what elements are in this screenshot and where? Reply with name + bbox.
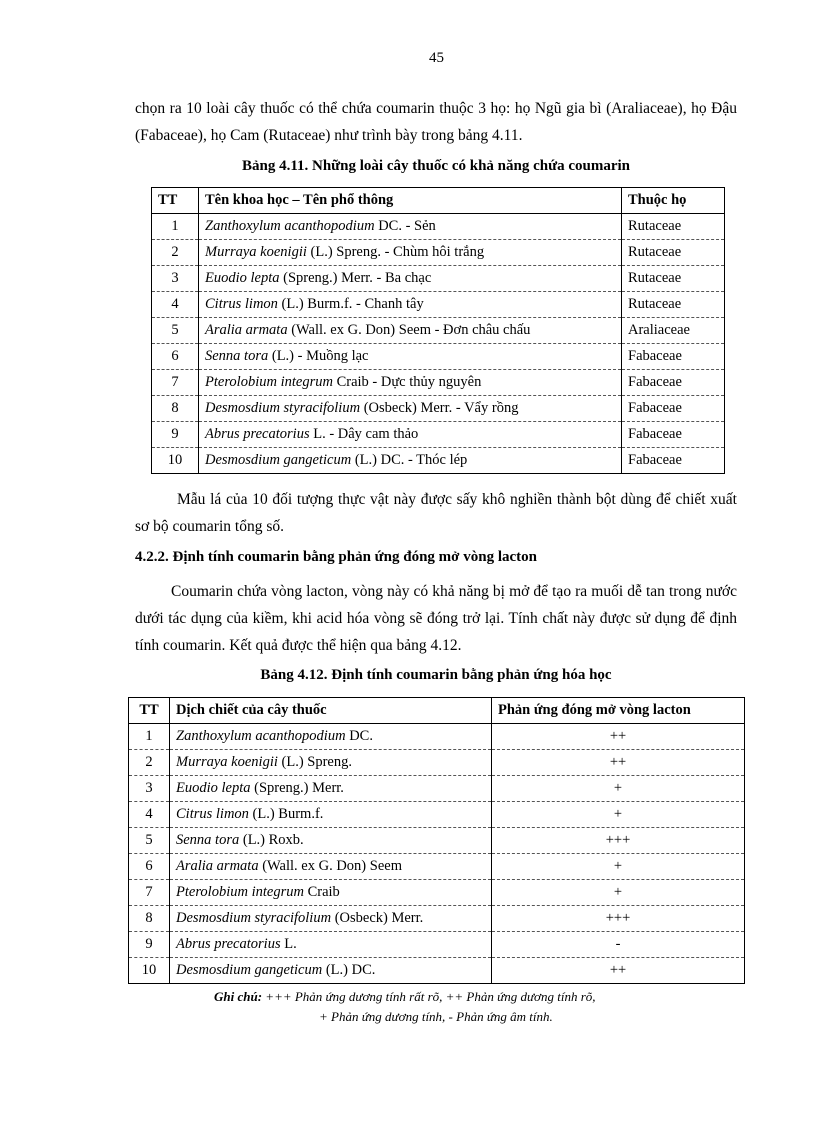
cell-family: Fabaceae — [622, 344, 725, 370]
cell-name: Zanthoxylum acanthopodium DC. - Sẻn — [199, 214, 622, 240]
table-4-12 — [128, 697, 745, 984]
table-row — [152, 214, 725, 240]
table-4-12-caption: Bảng 4.12. Định tính coumarin bằng phản ứng hóa học — [260, 667, 612, 683]
col-header-tt: TT — [129, 698, 170, 724]
table-row — [152, 396, 725, 422]
cell-name: Desmosdium styracifolium (Osbeck) Merr. - Vẩy rồng — [199, 396, 622, 422]
cell-tt: 3 — [129, 776, 170, 802]
cell-tt: 9 — [129, 932, 170, 958]
cell-tt: 4 — [152, 292, 199, 318]
cell-tt: 9 — [152, 422, 199, 448]
cell-name: Aralia armata (Wall. ex G. Don) Seem - Đơn châu chấu — [199, 318, 622, 344]
cell-name: Citrus limon (L.) Burm.f. - Chanh tây — [199, 292, 622, 318]
cell-tt: 10 — [152, 448, 199, 474]
cell-family: Fabaceae — [622, 448, 725, 474]
cell-tt: 7 — [129, 880, 170, 906]
cell-tt: 4 — [129, 802, 170, 828]
col-header-reaction: Phản ứng đóng mở vòng lacton — [492, 698, 745, 724]
table-row — [129, 854, 745, 880]
table-row — [152, 240, 725, 266]
cell-tt: 3 — [152, 266, 199, 292]
table-4-11 — [151, 187, 725, 474]
table-row — [129, 750, 745, 776]
table-row — [152, 448, 725, 474]
cell-family: Rutaceae — [622, 214, 725, 240]
cell-tt: 5 — [152, 318, 199, 344]
cell-family: Rutaceae — [622, 292, 725, 318]
cell-result: - — [492, 932, 745, 958]
col-header-scientific-name: Tên khoa học – Tên phổ thông — [199, 188, 622, 214]
cell-result: + — [492, 802, 745, 828]
table-row — [152, 266, 725, 292]
cell-result: ++ — [492, 724, 745, 750]
cell-name: Euodio lepta (Spreng.) Merr. — [170, 776, 492, 802]
cell-family: Araliaceae — [622, 318, 725, 344]
note-line-1: +++ Phản ứng dương tính rất rõ, ++ Phản ứng dương tính rõ, — [265, 989, 596, 1004]
note-label: Ghi chú: — [214, 989, 263, 1004]
table-row — [129, 880, 745, 906]
cell-tt: 1 — [129, 724, 170, 750]
cell-family: Fabaceae — [622, 396, 725, 422]
table-row — [129, 906, 745, 932]
table-row — [152, 344, 725, 370]
cell-name: Desmosdium gangeticum (L.) DC. — [170, 958, 492, 984]
cell-result: + — [492, 854, 745, 880]
cell-name: Citrus limon (L.) Burm.f. — [170, 802, 492, 828]
section-heading-4-2-2: 4.2.2. Định tính coumarin bằng phản ứng đóng mở vòng lacton — [135, 549, 537, 565]
cell-result: + — [492, 880, 745, 906]
cell-name: Euodio lepta (Spreng.) Merr. - Ba chạc — [199, 266, 622, 292]
cell-tt: 6 — [152, 344, 199, 370]
cell-name: Pterolobium integrum Craib — [170, 880, 492, 906]
cell-name: Senna tora (L.) Roxb. — [170, 828, 492, 854]
cell-name: Murraya koenigii (L.) Spreng. — [170, 750, 492, 776]
table-row — [152, 292, 725, 318]
cell-name: Abrus precatorius L. — [170, 932, 492, 958]
cell-tt: 2 — [129, 750, 170, 776]
table-4-11-caption: Bảng 4.11. Những loài cây thuốc có khả năng chứa coumarin — [241, 158, 631, 174]
cell-name: Abrus precatorius L. - Dây cam thảo — [199, 422, 622, 448]
cell-name: Desmosdium gangeticum (L.) DC. - Thóc lép — [199, 448, 622, 474]
table-row — [129, 776, 745, 802]
page-number: 45 — [429, 50, 444, 66]
table-row — [129, 958, 745, 984]
table-row — [129, 828, 745, 854]
table-row — [152, 422, 725, 448]
cell-name: Pterolobium integrum Craib - Dực thủy nguyên — [199, 370, 622, 396]
cell-tt: 1 — [152, 214, 199, 240]
table-row — [152, 370, 725, 396]
col-header-tt: TT — [152, 188, 199, 214]
cell-name: Desmosdium styracifolium (Osbeck) Merr. — [170, 906, 492, 932]
cell-tt: 10 — [129, 958, 170, 984]
cell-tt: 5 — [129, 828, 170, 854]
cell-result: +++ — [492, 906, 745, 932]
cell-tt: 8 — [152, 396, 199, 422]
col-header-family: Thuộc họ — [622, 188, 725, 214]
table-row — [152, 318, 725, 344]
table-header-row — [152, 188, 725, 214]
cell-result: ++ — [492, 750, 745, 776]
cell-family: Rutaceae — [622, 240, 725, 266]
cell-family: Fabaceae — [622, 370, 725, 396]
cell-result: +++ — [492, 828, 745, 854]
cell-result: ++ — [492, 958, 745, 984]
table-row — [129, 932, 745, 958]
table-row — [129, 802, 745, 828]
cell-tt: 6 — [129, 854, 170, 880]
cell-name: Senna tora (L.) - Muồng lạc — [199, 344, 622, 370]
cell-name: Murraya koenigii (L.) Spreng. - Chùm hôi trắng — [199, 240, 622, 266]
cell-result: + — [492, 776, 745, 802]
paragraph-sample-preparation: Mẫu lá của 10 đối tượng thực vật này được sấy khô nghiền thành bột dùng để chiết xuất sơ bộ coumarin tổng số. — [135, 491, 737, 535]
cell-tt: 2 — [152, 240, 199, 266]
cell-name: Zanthoxylum acanthopodium DC. — [170, 724, 492, 750]
table-note — [128, 987, 745, 1027]
cell-name: Aralia armata (Wall. ex G. Don) Seem — [170, 854, 492, 880]
cell-tt: 8 — [129, 906, 170, 932]
intro-paragraph: chọn ra 10 loài cây thuốc có thể chứa coumarin thuộc 3 họ: họ Ngũ gia bì (Araliaceae), họ Đậu (Fabaceae), họ Cam (Rutaceae) như trình bày trong bảng 4.11. — [135, 100, 737, 144]
cell-family: Fabaceae — [622, 422, 725, 448]
cell-tt: 7 — [152, 370, 199, 396]
paragraph-lacton-reaction: Coumarin chứa vòng lacton, vòng này có khả năng bị mở để tạo ra muối dễ tan trong nước dưới tác dụng của kiềm, khi acid hóa vòng sẽ đóng trở lại. Tính chất này được sử dụng để định tính coumarin. Kết quả được thể hiện qua bảng 4.12. — [135, 583, 737, 654]
note-line-2: + Phản ứng dương tính, - Phản ứng âm tính. — [319, 1009, 553, 1024]
table-row — [129, 724, 745, 750]
col-header-extract: Dịch chiết của cây thuốc — [170, 698, 492, 724]
table-header-row — [129, 698, 745, 724]
cell-family: Rutaceae — [622, 266, 725, 292]
